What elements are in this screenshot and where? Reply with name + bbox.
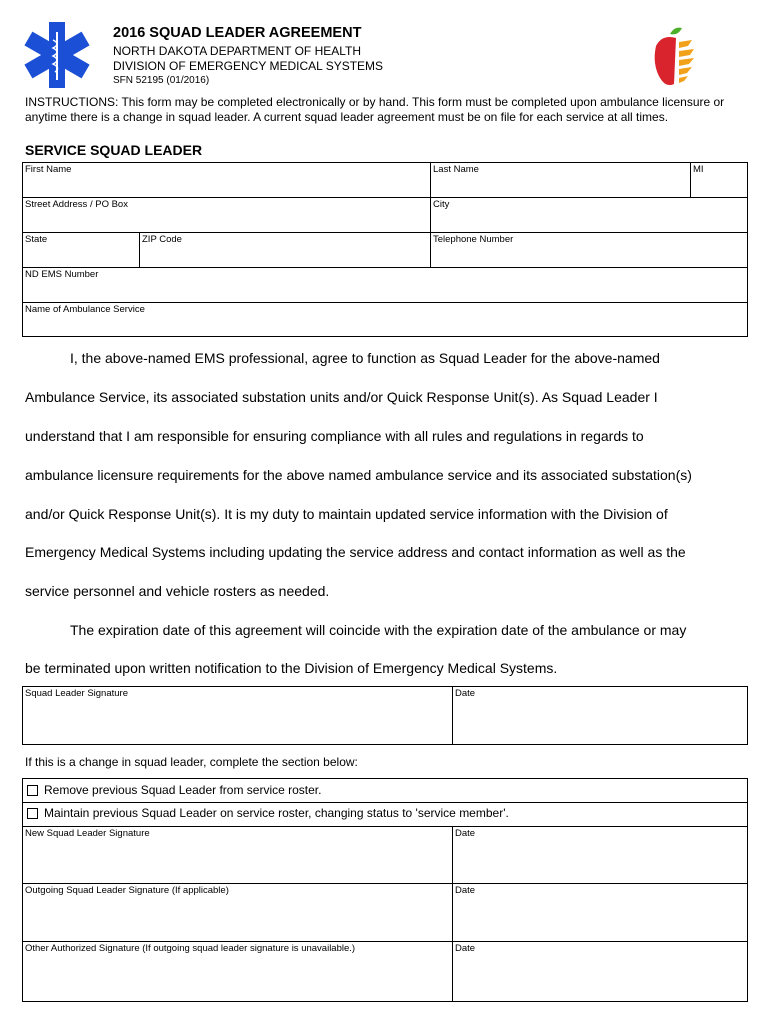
- state-label: State: [25, 234, 48, 245]
- new-signature-label: New Squad Leader Signature: [25, 828, 150, 839]
- other-signature-label: Other Authorized Signature (If outgoing squad leader signature is unavailable.): [25, 943, 356, 954]
- form-number: SFN 52195 (01/2016): [113, 75, 210, 86]
- squad-leader-signature-field[interactable]: [23, 687, 453, 744]
- street-field[interactable]: [23, 198, 431, 233]
- city-field[interactable]: [431, 198, 747, 233]
- remove-previous-label: Remove previous Squad Leader from service roster.: [44, 783, 322, 797]
- ems-number-field[interactable]: [23, 268, 747, 303]
- last-name-field[interactable]: [431, 163, 691, 198]
- signature-date-label: Date: [455, 688, 476, 699]
- star-of-life-icon: [22, 20, 92, 90]
- last-name-label: Last Name: [433, 164, 479, 175]
- other-signature-date-label: Date: [455, 943, 476, 954]
- signature-grid: [22, 686, 748, 745]
- squad-leader-signature-label: Squad Leader Signature: [25, 688, 128, 699]
- department-name: NORTH DAKOTA DEPARTMENT OF HEALTH: [113, 44, 362, 58]
- outgoing-signature-date-field[interactable]: [453, 884, 747, 942]
- state-field[interactable]: [23, 233, 140, 268]
- zip-field[interactable]: [140, 233, 431, 268]
- squad-leader-info-grid: [22, 162, 748, 337]
- agreement-line: ambulance licensure requirements for the above named ambulance service and its associated substation(s): [25, 467, 692, 483]
- service-name-label: Name of Ambulance Service: [25, 304, 145, 315]
- service-name-field[interactable]: [23, 303, 747, 336]
- outgoing-signature-date-label: Date: [455, 885, 476, 896]
- agreement-line: understand that I am responsible for ensuring compliance with all rules and regulations in regards to: [25, 428, 644, 444]
- division-name: DIVISION OF EMERGENCY MEDICAL SYSTEMS: [113, 59, 384, 73]
- outgoing-signature-field[interactable]: [23, 884, 453, 942]
- phone-label: Telephone Number: [433, 234, 514, 245]
- agreement-line: Ambulance Service, its associated substation units and/or Quick Response Unit(s). As Squad Leader I: [25, 389, 658, 405]
- mi-field[interactable]: [691, 163, 747, 198]
- agreement-line: service personnel and vehicle rosters as needed.: [25, 583, 330, 599]
- change-section-grid: [22, 778, 748, 1002]
- agreement-line: be terminated upon written notification to the Division of Emergency Medical Systems.: [25, 660, 558, 676]
- signature-date-field[interactable]: [453, 687, 747, 744]
- agreement-line: and/or Quick Response Unit(s). It is my duty to maintain updated service information with the Division of: [25, 506, 668, 522]
- agreement-line: The expiration date of this agreement will coincide with the expiration date of the ambulance or may: [70, 622, 687, 638]
- section-title: SERVICE SQUAD LEADER: [25, 142, 203, 158]
- form-title: 2016 SQUAD LEADER AGREEMENT: [113, 25, 362, 41]
- first-name-field[interactable]: [23, 163, 431, 198]
- change-intro: If this is a change in squad leader, complete the section below:: [25, 755, 358, 769]
- outgoing-signature-label: Outgoing Squad Leader Signature (If applicable): [25, 885, 229, 896]
- mi-label: MI: [693, 164, 704, 175]
- new-signature-date-label: Date: [455, 828, 476, 839]
- maintain-previous-label: Maintain previous Squad Leader on service roster, changing status to 'service member'.: [44, 806, 509, 820]
- agreement-line: I, the above-named EMS professional, agree to function as Squad Leader for the above-named: [70, 350, 660, 366]
- instructions: INSTRUCTIONS: This form may be completed electronically or by hand. This form must be completed upon ambulance licensure or anytime there is a change in squad leader. A current squad leader agreement must be on file for each service at all times.: [25, 95, 725, 124]
- nd-health-apple-logo: [652, 24, 702, 92]
- maintain-previous-checkbox[interactable]: [27, 808, 38, 819]
- phone-field[interactable]: [431, 233, 747, 268]
- first-name-label: First Name: [25, 164, 72, 175]
- zip-label: ZIP Code: [142, 234, 182, 245]
- ems-number-label: ND EMS Number: [25, 269, 99, 280]
- street-label: Street Address / PO Box: [25, 199, 128, 210]
- new-signature-field[interactable]: [23, 826, 453, 884]
- remove-previous-checkbox[interactable]: [27, 785, 38, 796]
- other-signature-date-field[interactable]: [453, 942, 747, 1001]
- agreement-line: Emergency Medical Systems including updating the service address and contact information as well as the: [25, 544, 686, 560]
- new-signature-date-field[interactable]: [453, 826, 747, 884]
- other-signature-field[interactable]: [23, 942, 453, 1001]
- city-label: City: [433, 199, 450, 210]
